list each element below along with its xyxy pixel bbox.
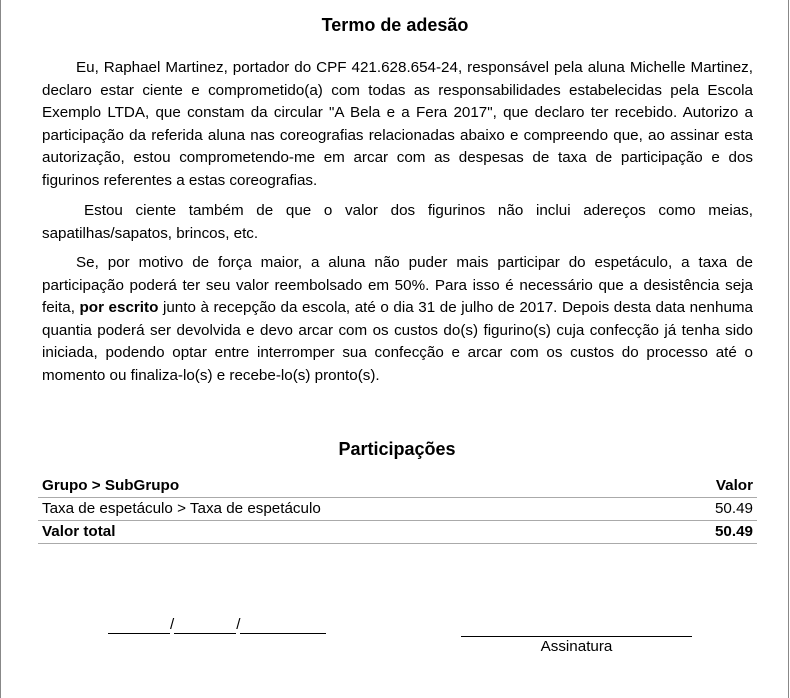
column-header-group: Grupo > SubGrupo — [38, 475, 658, 498]
refund-text-emphasis: por escrito — [79, 299, 159, 316]
table-total-row — [38, 521, 757, 544]
paragraph-refund-policy — [42, 252, 753, 387]
row-group-cell: Taxa de espetáculo > Taxa de espetáculo — [38, 498, 658, 521]
year-blank — [240, 615, 326, 634]
participations-table — [38, 475, 757, 544]
paragraph-declaration: Eu, Raphael Martinez, portador do CPF 421.628.654-24, responsável pela aluna Michelle Martinez, declaro estar ciente e comprometido(a) com todas as responsabilidades estabelecidas pela Escola Exemplo LTDA, que constam da circular "A Bela e a Fera 2017", que declaro ter recebido. Autorizo a participação da referida aluna nas coreografias relacionadas abaixo e compreendo que, ao assinar esta autorização, estou comprometendo-me em arcar com as despesas de taxa de participação e dos figurinos referentes a estas coreografias. — [42, 59, 753, 189]
date-separator: / — [236, 616, 241, 633]
month-blank — [174, 615, 236, 634]
day-blank — [108, 615, 170, 634]
paragraph-costume-notice: Estou ciente também de que o valor dos figurinos não inclui adereços como meias, sapatilhas/sapatos, brincos, etc. — [42, 202, 753, 242]
date-separator: / — [170, 616, 175, 633]
signature-label: Assinatura — [540, 638, 613, 655]
row-value-cell: 50.49 — [658, 498, 757, 521]
signature-line — [461, 636, 692, 637]
date-blank-line — [108, 615, 326, 634]
document-title: Termo de adesão — [321, 15, 469, 35]
refund-text-end: junto à recepção da escola, até o dia 31 de julho de 2017. Depois desta data nenhuma quantia poderá ser devolvida e devo arcar com os custos do(s) figurino(s) cuja confecção já tenha sido iniciada, podendo optar entre interromper sua confecção e arcar com os custos do processo até o momento ou finaliza-lo(s) e recebe-lo(s) pronto(s). — [42, 299, 753, 384]
total-value-cell: 50.49 — [658, 521, 757, 544]
participations-title: Participações — [338, 439, 456, 459]
refund-text-start: Se, por motivo de força maior, a aluna não puder mais participar do espetáculo, a taxa de participação poderá ter seu valor reembolsado em 50%. Para isso é necessário que a desistência seja feita, — [42, 254, 753, 316]
table-header-row — [38, 475, 757, 498]
total-label-cell: Valor total — [38, 521, 658, 544]
table-row — [38, 498, 757, 521]
column-header-value: Valor — [658, 475, 757, 498]
